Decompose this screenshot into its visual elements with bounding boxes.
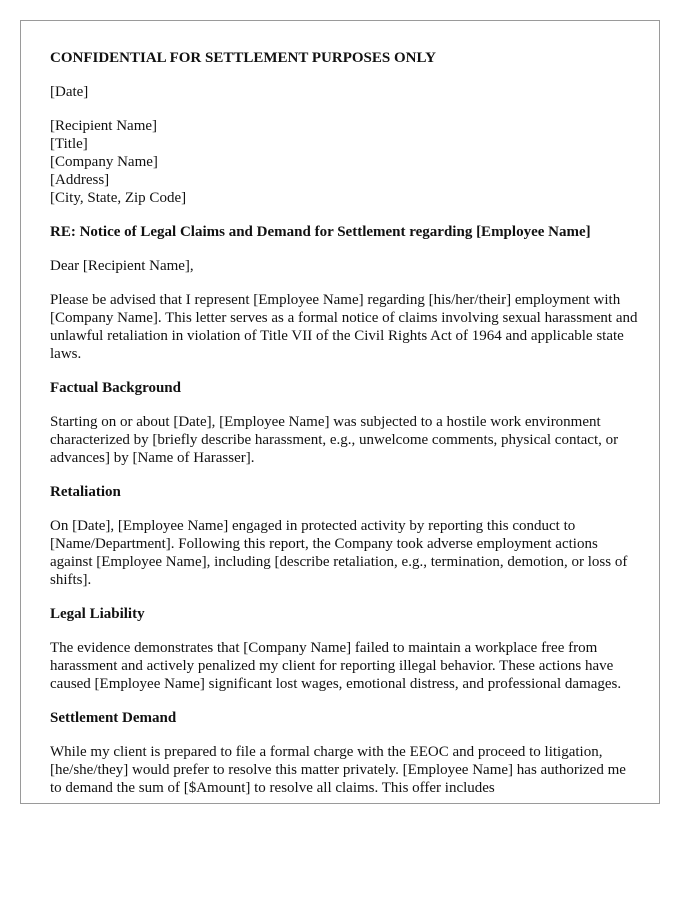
section-title-legal-liability: Legal Liability [50,606,145,622]
recipient-city-state-zip: [City, State, Zip Code] [50,190,187,206]
salutation: Dear [Recipient Name], [50,258,194,274]
recipient-block [50,117,640,207]
section-title-factual-background: Factual Background [50,380,181,396]
recipient-address: [Address] [50,172,110,188]
section-body-retaliation: On [Date], [Employee Name] engaged in protected activity by reporting this conduct to [Name/Department]. Following this report, the Company took adverse employment actions against [Employee Name], including [describe retaliation, e.g., termination, demotion, or loss of shifts]. [50,518,628,588]
subject-line: RE: Notice of Legal Claims and Demand for Settlement regarding [Employee Name] [50,224,591,240]
section-body-settlement-demand: While my client is prepared to file a formal charge with the EEOC and proceed to litigation, [he/she/they] would prefer to resolve this matter privately. [Employee Name] has authorized me to demand the sum of [$Amount] to resolve all claims. This offer includes [50,744,626,796]
letter-content [50,49,640,804]
section-title-retaliation: Retaliation [50,484,121,500]
section-body-factual-background: Starting on or about [Date], [Employee Name] was subjected to a hostile work environment characterized by [briefly describe harassment, e.g., unwelcome comments, physical contact, or advances] by [Name of Harasser]. [50,414,619,466]
intro-paragraph: Please be advised that I represent [Employee Name] regarding [his/her/their] employment with [Company Name]. This letter serves as a formal notice of claims involving sexual harassment and unlawful retaliation in violation of Title VII of the Civil Rights Act of 1964 and applicable state laws. [50,292,638,362]
confidential-header: CONFIDENTIAL FOR SETTLEMENT PURPOSES ONLY [50,50,436,66]
letter-page [20,20,660,804]
section-body-legal-liability: The evidence demonstrates that [Company Name] failed to maintain a workplace free from harassment and actively penalized my client for reporting illegal behavior. These actions have caused [Employee Name] significant lost wages, emotional distress, and professional damages. [50,640,622,692]
section-title-settlement-demand: Settlement Demand [50,710,177,726]
recipient-company: [Company Name] [50,154,158,170]
recipient-name: [Recipient Name] [50,118,158,134]
letter-date: [Date] [50,84,89,100]
recipient-title: [Title] [50,136,88,152]
